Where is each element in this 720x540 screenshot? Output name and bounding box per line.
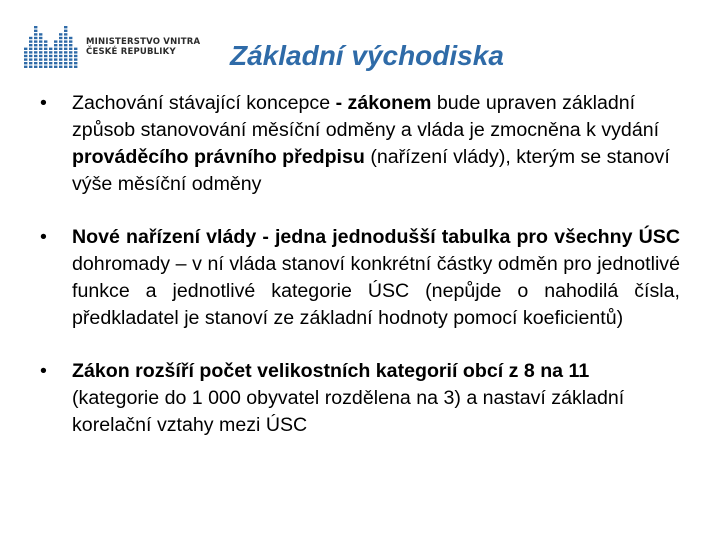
logo-bar-segment bbox=[29, 55, 32, 57]
logo-bar-segment bbox=[29, 37, 32, 39]
logo-bar-segment bbox=[29, 51, 32, 53]
logo-bar-segment bbox=[34, 55, 37, 57]
logo-bar-segment bbox=[54, 66, 57, 68]
logo-bar-segment bbox=[59, 55, 62, 57]
bullet-bold-text: prováděcího právního předpisu bbox=[72, 146, 365, 168]
logo-bar-segment bbox=[34, 48, 37, 50]
logo-bar-segment bbox=[49, 51, 52, 53]
logo-bar-segment bbox=[59, 51, 62, 53]
logo-bar-segment bbox=[49, 66, 52, 68]
bullet-text: bude upraven základní způsob stanovování měsíční odměny a vláda je zmocněna k vydání bbox=[72, 92, 660, 141]
logo-bar-segment bbox=[39, 40, 42, 42]
logo-bar-segment bbox=[29, 40, 32, 42]
logo-bar-segment bbox=[64, 37, 67, 39]
logo-bar-segment bbox=[74, 51, 77, 53]
logo-bar-segment bbox=[34, 66, 37, 68]
bullet-marker: • bbox=[40, 92, 47, 114]
logo-bar-segment bbox=[54, 44, 57, 46]
logo-bar-segment bbox=[39, 62, 42, 64]
logo-bar-segment bbox=[59, 44, 62, 46]
bullet-item-2 bbox=[30, 224, 680, 332]
logo-bar-segment bbox=[54, 48, 57, 50]
logo-bar-segment bbox=[44, 62, 47, 64]
logo-bar-segment bbox=[24, 48, 27, 50]
logo-bar-segment bbox=[64, 58, 67, 60]
logo-bar-segment bbox=[59, 37, 62, 39]
logo-bar-segment bbox=[44, 44, 47, 46]
logo-bar-segment bbox=[74, 48, 77, 50]
bullet-marker: • bbox=[40, 226, 47, 248]
logo-bar-segment bbox=[64, 55, 67, 57]
ministry-logo-icon bbox=[22, 22, 80, 70]
logo-bar-segment bbox=[54, 62, 57, 64]
logo-bar-segment bbox=[64, 48, 67, 50]
logo-bar-segment bbox=[39, 37, 42, 39]
logo-bar-segment bbox=[69, 51, 72, 53]
logo-bar-segment bbox=[54, 55, 57, 57]
bullet-bold-text: Zákon rozšíří počet velikostních kategorií obcí z 8 na 11 bbox=[72, 360, 590, 382]
logo-bar-segment bbox=[69, 44, 72, 46]
logo-bar-segment bbox=[64, 33, 67, 35]
logo-bar-segment bbox=[49, 48, 52, 50]
bullet-list bbox=[30, 90, 680, 439]
logo-bar-segment bbox=[24, 66, 27, 68]
logo-bar-segment bbox=[44, 58, 47, 60]
logo-bar-segment bbox=[64, 66, 67, 68]
logo-bar-segment bbox=[54, 58, 57, 60]
logo-bar-segment bbox=[34, 37, 37, 39]
bullet-text: (nařízení vlády), kterým se stanoví výše měsíční odměny bbox=[72, 146, 670, 195]
logo-bar-segment bbox=[69, 37, 72, 39]
logo-bar-segment bbox=[34, 51, 37, 53]
logo-bar-segment bbox=[34, 62, 37, 64]
logo-bar-segment bbox=[29, 48, 32, 50]
logo-bar-segment bbox=[69, 62, 72, 64]
logo-bar-segment bbox=[64, 44, 67, 46]
logo-bar-segment bbox=[59, 48, 62, 50]
logo-bar-segment bbox=[74, 66, 77, 68]
logo-bar-segment bbox=[39, 33, 42, 35]
logo-bar-segment bbox=[29, 62, 32, 64]
logo-bar-segment bbox=[64, 62, 67, 64]
logo-text bbox=[86, 37, 200, 57]
logo-bar-segment bbox=[44, 48, 47, 50]
logo-bar-segment bbox=[69, 40, 72, 42]
logo-bar-segment bbox=[34, 30, 37, 32]
bullet-text: Zachování stávající koncepce bbox=[72, 92, 336, 114]
logo-bar-segment bbox=[54, 51, 57, 53]
logo-line-1: MINISTERSTVO VNITRA bbox=[86, 37, 201, 47]
logo-line-2: ČESKÉ REPUBLIKY bbox=[86, 47, 176, 57]
logo-bar-segment bbox=[34, 26, 37, 28]
logo-bar-segment bbox=[44, 51, 47, 53]
logo-bar-segment bbox=[74, 62, 77, 64]
logo-bar-segment bbox=[44, 55, 47, 57]
logo-bar-segment bbox=[69, 66, 72, 68]
logo-bar-segment bbox=[49, 62, 52, 64]
logo-bar-segment bbox=[39, 44, 42, 46]
logo-bar-segment bbox=[64, 30, 67, 32]
logo-bar-segment bbox=[24, 55, 27, 57]
bullet-item-1 bbox=[30, 90, 680, 198]
logo-bar-segment bbox=[34, 58, 37, 60]
logo-bar-segment bbox=[39, 58, 42, 60]
bullet-marker: • bbox=[40, 360, 47, 382]
logo-bar-segment bbox=[24, 62, 27, 64]
logo-bar-segment bbox=[29, 44, 32, 46]
logo-bar-segment bbox=[54, 40, 57, 42]
logo-bar-segment bbox=[64, 26, 67, 28]
logo bbox=[22, 22, 200, 70]
logo-bar-segment bbox=[39, 48, 42, 50]
logo-bar-segment bbox=[59, 58, 62, 60]
logo-bar-segment bbox=[44, 66, 47, 68]
logo-bar-segment bbox=[74, 58, 77, 60]
logo-bar-segment bbox=[59, 66, 62, 68]
logo-bar-segment bbox=[29, 66, 32, 68]
bullet-text: (kategorie do 1 000 obyvatel rozdělena na 3) a nastaví základní korelační vztahy mezi ÚSC bbox=[72, 387, 625, 436]
logo-bar-segment bbox=[69, 55, 72, 57]
logo-bar-segment bbox=[49, 55, 52, 57]
logo-bar-segment bbox=[49, 58, 52, 60]
logo-bar-segment bbox=[59, 33, 62, 35]
logo-bar-segment bbox=[39, 55, 42, 57]
bullet-bold-text: Nové nařízení vlády - jedna jednodušší tabulka pro všechny ÚSC bbox=[72, 226, 680, 248]
logo-bar-segment bbox=[34, 40, 37, 42]
logo-bar-segment bbox=[59, 62, 62, 64]
logo-bar-segment bbox=[24, 58, 27, 60]
bullet-item-3 bbox=[30, 358, 680, 439]
logo-bar-segment bbox=[39, 51, 42, 53]
logo-bar-segment bbox=[69, 48, 72, 50]
logo-bar-segment bbox=[29, 58, 32, 60]
logo-bar-segment bbox=[39, 66, 42, 68]
logo-bar-segment bbox=[24, 51, 27, 53]
bullet-bold-text: - zákonem bbox=[335, 92, 432, 114]
logo-bar-segment bbox=[64, 51, 67, 53]
logo-bar-segment bbox=[34, 44, 37, 46]
bullet-text: dohromady – v ní vláda stanoví konkrétní částky odměn pro jednotlivé funkce a jednotlivé kategorie ÚSC (nepůjde o nahodilá čísla, předkladatel je stanoví ze základní hodnoty pomocí koeficientů) bbox=[72, 253, 680, 329]
logo-bar-segment bbox=[74, 55, 77, 57]
logo-bar-segment bbox=[59, 40, 62, 42]
logo-bar-segment bbox=[34, 33, 37, 35]
logo-bar-segment bbox=[69, 58, 72, 60]
slide-title: Základní východiska bbox=[230, 40, 504, 71]
logo-bar-segment bbox=[64, 40, 67, 42]
logo-bar-segment bbox=[44, 40, 47, 42]
